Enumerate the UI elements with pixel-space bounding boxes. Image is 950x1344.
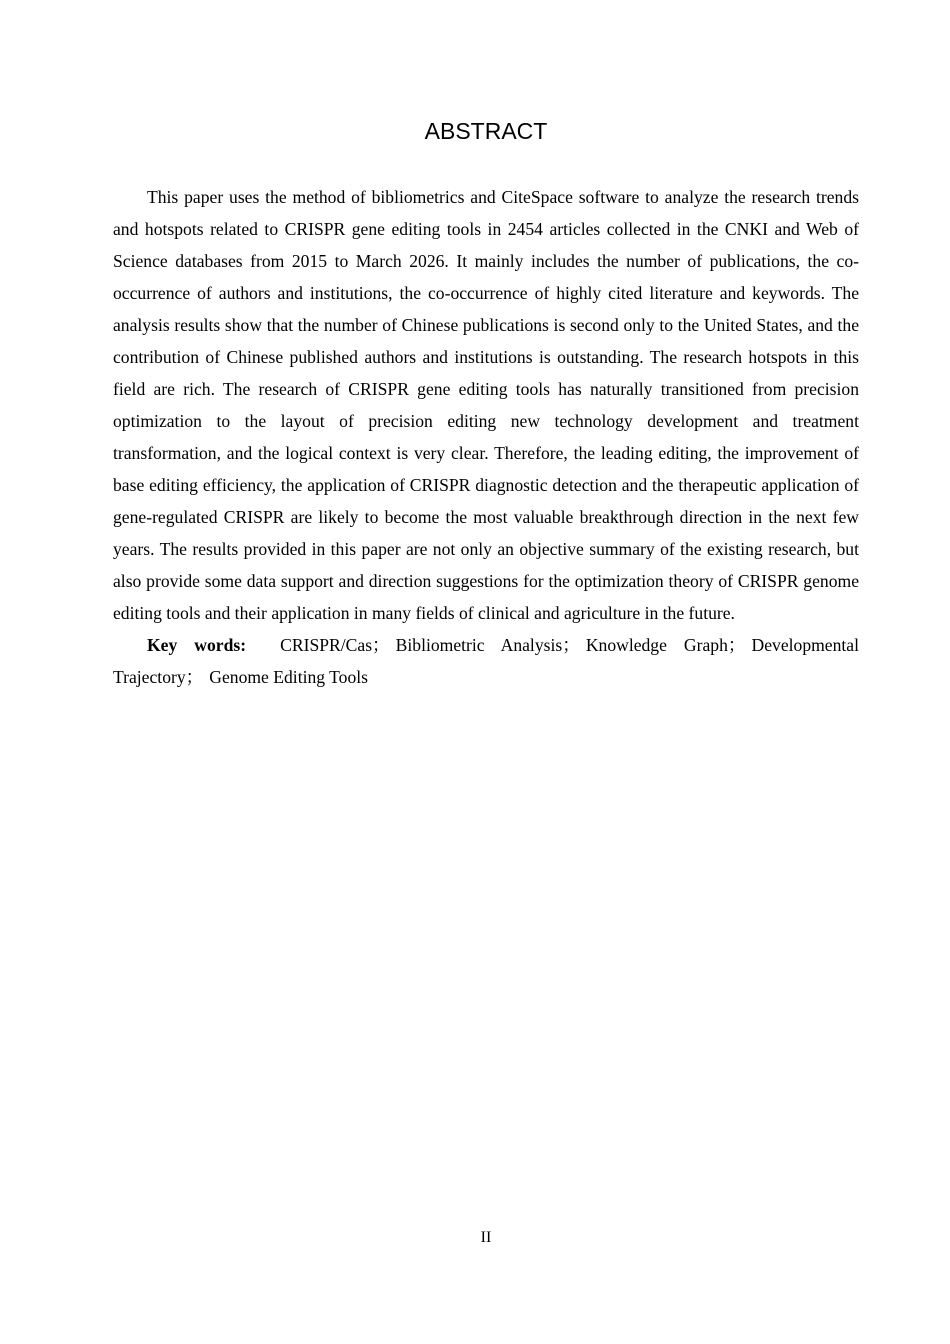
keyword: Knowledge Graph [585,635,728,655]
keyword: Genome Editing Tools [209,667,368,687]
keywords-label: Key words: [147,635,247,655]
page-number: II [480,1229,492,1246]
abstract-title: ABSTRACT [424,118,548,144]
abstract-body [113,181,859,693]
keyword: Developmental Trajectory [113,635,859,687]
abstract-paragraph: This paper uses the method of bibliometrics and CiteSpace software to analyze the research trends and hotspots related to CRISPR gene editing tools in 2454 articles collected in the CNKI and Web of Science databases from 2015 to March 2026. It mainly includes the number of publications, the co-occurrence of authors and institutions, the co-occurrence of highly cited literature and keywords. The analysis results show that the number of Chinese publications is second only to the United States, and the contribution of Chinese published authors and institutions is outstanding. The research hotspots in this field are rich. The research of CRISPR gene editing tools has naturally transitioned from precision optimization to the layout of precision editing new technology development and treatment transformation, and the logical context is very clear. Therefore, the leading editing, the improvement of base editing efficiency, the application of CRISPR diagnostic detection and the therapeutic application of gene-regulated CRISPR are likely to become the most valuable breakthrough direction in the next few years. The results provided in this paper are not only an objective summary of the existing research, but also provide some data support and direction suggestions for the optimization theory of CRISPR genome editing tools and their application in many fields of clinical and agriculture in the future. [113,187,859,623]
keywords-paragraph [113,629,859,693]
keyword-separator: ； [562,635,580,655]
keyword: Bibliometric Analysis [395,635,563,655]
keyword-separator: ； [727,635,746,655]
keyword-separator: ； [372,635,390,655]
keyword-separator: ； [185,667,204,687]
keyword: CRISPR/Cas [280,635,373,655]
